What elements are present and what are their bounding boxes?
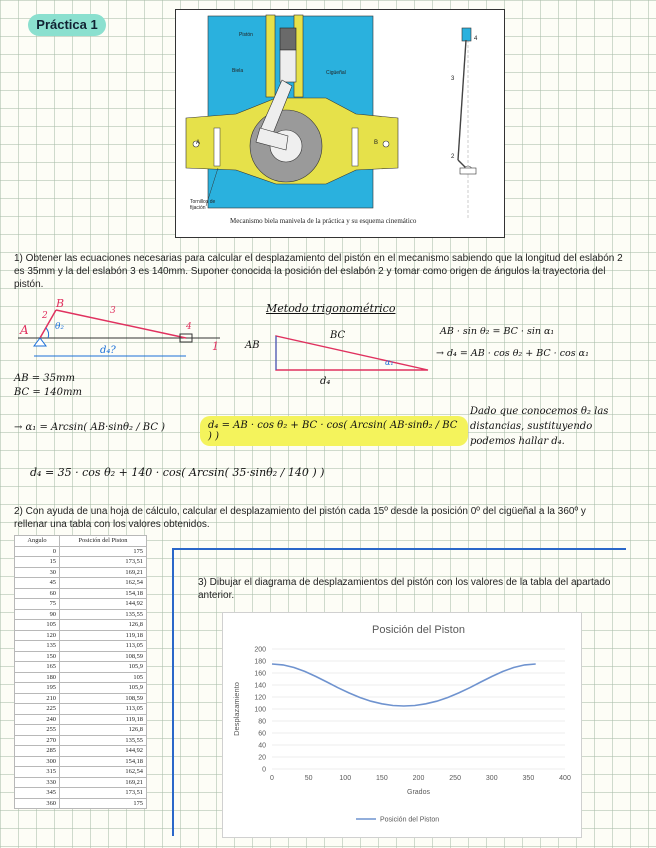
divider-line-v xyxy=(172,548,174,836)
table-cell-angle: 120 xyxy=(15,630,60,641)
eq-d4-system: → d₄ = AB · cos θ₂ + BC · cos α₁ xyxy=(436,348,589,359)
table-cell-position: 105,9 xyxy=(60,662,147,673)
table-cell-position: 135,55 xyxy=(60,609,147,620)
table-cell-angle: 60 xyxy=(15,588,60,599)
sketch-alpha: α₁ xyxy=(385,358,394,367)
table-row xyxy=(15,662,147,673)
chart-legend-label: Posición del Piston xyxy=(380,816,440,824)
table-cell-angle: 0 xyxy=(15,546,60,557)
table-cell-angle: 225 xyxy=(15,704,60,715)
sketch-ab: AB xyxy=(245,340,260,351)
table-row xyxy=(15,683,147,694)
table-cell-position: 119,18 xyxy=(60,714,147,725)
table-cell-position: 175 xyxy=(60,798,147,809)
chart-title: Posición del Piston xyxy=(372,624,465,636)
table-row xyxy=(15,620,147,631)
table-row xyxy=(15,788,147,799)
label-biela: Biela xyxy=(232,68,244,74)
table-cell-angle: 270 xyxy=(15,735,60,746)
table-cell-angle: 240 xyxy=(15,714,60,725)
chart-y-tick-label: 120 xyxy=(254,694,266,702)
data-table xyxy=(14,535,147,809)
figure-caption: Mecanismo biela manivela de la práctica y su esquema cinemático xyxy=(230,217,417,225)
chart-y-tick-label: 160 xyxy=(254,670,266,678)
table-cell-angle: 195 xyxy=(15,683,60,694)
table-header-angle: Angulo xyxy=(15,536,60,547)
eq-final: d₄ = 35 · cos θ₂ + 140 · cos( Arcsin( 35·sinθ₂ / 140 ) ) xyxy=(30,466,325,479)
sketch-d4q: d₄? xyxy=(100,345,116,356)
divider-line-h xyxy=(172,548,626,550)
sketch-a: A xyxy=(20,323,29,337)
chart-y-tick-label: 20 xyxy=(258,754,266,762)
table-cell-position: 169,21 xyxy=(60,567,147,578)
table-cell-angle: 210 xyxy=(15,693,60,704)
table-cell-angle: 285 xyxy=(15,746,60,757)
sketch-n2: 2 xyxy=(42,311,48,321)
table-cell-position: 173,51 xyxy=(60,788,147,799)
label-piston: Pistón xyxy=(239,32,253,38)
chart-x-tick-label: 200 xyxy=(412,775,425,782)
sketch-bc: BC xyxy=(330,330,346,341)
table-row xyxy=(15,578,147,589)
table-cell-position: 108,59 xyxy=(60,693,147,704)
question-3: 3) Dibujar el diagrama de desplazamientos del pistón con los valores de la tabla del apartado anterior. xyxy=(198,577,611,601)
eq-alpha: → α₁ = Arcsin( AB·sinθ₂ / BC ) xyxy=(14,422,166,433)
chart-y-tick-label: 40 xyxy=(258,742,266,750)
table-cell-angle: 330 xyxy=(15,777,60,788)
table-cell-position: 144,92 xyxy=(60,599,147,610)
eq-bc-value: BC = 140mm xyxy=(14,387,82,398)
chart-container xyxy=(222,612,582,838)
table-row xyxy=(15,798,147,809)
table-cell-angle: 45 xyxy=(15,578,60,589)
chart-x-tick-label: 300 xyxy=(485,775,498,782)
table-row xyxy=(15,672,147,683)
table-cell-angle: 30 xyxy=(15,567,60,578)
eq-ab-value: AB = 35mm xyxy=(14,373,75,384)
table-cell-angle: 180 xyxy=(15,672,60,683)
sketch-theta: θ₂ xyxy=(55,322,65,332)
schema-label-2: 2 xyxy=(451,154,455,160)
table-cell-position: 175 xyxy=(60,546,147,557)
table-row xyxy=(15,567,147,578)
chart-y-tick-label: 60 xyxy=(258,730,266,738)
table-cell-angle: 105 xyxy=(15,620,60,631)
table-row xyxy=(15,746,147,757)
chart-x-tick-label: 50 xyxy=(304,775,313,782)
table-row xyxy=(15,546,147,557)
table-cell-position: 126,8 xyxy=(60,725,147,736)
table-cell-position: 105,9 xyxy=(60,683,147,694)
eq-comment: Dado que conocemos θ₂ las distancias, sustituyendo podemos hallar d₄. xyxy=(470,406,609,447)
table-row xyxy=(15,714,147,725)
table-cell-angle: 75 xyxy=(15,599,60,610)
table-cell-angle: 300 xyxy=(15,756,60,767)
sketch-mechanism xyxy=(10,296,236,364)
table-cell-angle: 360 xyxy=(15,798,60,809)
chart-y-tick-label: 140 xyxy=(254,682,266,690)
mechanism-figure xyxy=(175,9,505,238)
table-cell-position: 173,51 xyxy=(60,557,147,568)
table-cell-position: 154,18 xyxy=(60,588,147,599)
table-cell-angle: 345 xyxy=(15,788,60,799)
table-row xyxy=(15,651,147,662)
eq-ab-sin: AB · sin θ₂ = BC · sin α₁ xyxy=(440,326,555,337)
label-b: B xyxy=(374,140,379,146)
table-cell-position: 126,8 xyxy=(60,620,147,631)
schema-label-4: 4 xyxy=(474,36,478,42)
table-cell-position: 113,05 xyxy=(60,704,147,715)
table-row xyxy=(15,609,147,620)
label-ciguenal: Cigüeñal xyxy=(326,70,346,76)
chart-y-tick-label: 200 xyxy=(254,646,266,654)
chart-x-tick-label: 350 xyxy=(522,775,535,782)
table-row xyxy=(15,630,147,641)
table-row xyxy=(15,599,147,610)
chart-x-tick-label: 0 xyxy=(270,775,274,782)
table-cell-angle: 90 xyxy=(15,609,60,620)
chart-x-tick-label: 150 xyxy=(376,775,388,782)
chart-y-tick-label: 100 xyxy=(254,706,266,714)
chart-y-tick-label: 80 xyxy=(258,718,266,726)
question-1: 1) Obtener las ecuaciones necesarias para calcular el desplazamiento del pistón en el mecanismo sabiendo que la longitud del eslabón 2 es 35mm y la del eslabón 3 es 140mm. Suponer conocida la posición del eslabón 2 y tomar como origen de ángulos la trayectoria del pistón. xyxy=(14,253,623,290)
chart-y-tick-label: 0 xyxy=(262,766,266,774)
chart-svg xyxy=(223,613,581,837)
sketch-n4: 4 xyxy=(186,322,192,332)
title-badge: Práctica 1 xyxy=(28,14,106,36)
chart-y-tick-label: 180 xyxy=(254,658,266,666)
sketch-d4: d₄ xyxy=(320,376,331,387)
table-header-position: Posición del Piston xyxy=(60,536,147,547)
method-title: Metodo trigonométrico xyxy=(266,302,396,315)
schema-label-3: 3 xyxy=(451,76,455,82)
chart-x-tick-label: 400 xyxy=(559,775,571,782)
table-cell-position: 169,21 xyxy=(60,777,147,788)
table-row xyxy=(15,557,147,568)
table-row xyxy=(15,767,147,778)
table-row xyxy=(15,704,147,715)
table-row xyxy=(15,725,147,736)
chart-y-label: Desplazamiento xyxy=(232,682,241,736)
table-row xyxy=(15,756,147,767)
question-2: 2) Con ayuda de una hoja de cálculo, calcular el desplazamiento del pistón cada 15º desde la posición 0º del cigüeñal a la 360º y rellenar una tabla con los valores obtenidos. xyxy=(14,506,586,530)
table-cell-angle: 255 xyxy=(15,725,60,736)
table-cell-position: 162,54 xyxy=(60,578,147,589)
table-row xyxy=(15,735,147,746)
eq-d4-highlight: d₄ = AB · cos θ₂ + BC · cos( Arcsin( AB·sinθ₂ / BC ) ) xyxy=(200,416,468,446)
sketch-n3: 3 xyxy=(110,306,116,316)
sketch-b: B xyxy=(56,297,65,310)
table-cell-position: 154,18 xyxy=(60,756,147,767)
table-cell-position: 135,55 xyxy=(60,735,147,746)
table-row xyxy=(15,777,147,788)
table-row xyxy=(15,641,147,652)
label-a: A xyxy=(196,140,201,146)
table-cell-position: 144,92 xyxy=(60,746,147,757)
table-cell-position: 162,54 xyxy=(60,767,147,778)
table-cell-position: 113,05 xyxy=(60,641,147,652)
table-row xyxy=(15,588,147,599)
label-tornillos: Tornillos de fijación xyxy=(190,199,216,211)
table-cell-position: 105 xyxy=(60,672,147,683)
table-cell-angle: 315 xyxy=(15,767,60,778)
table-cell-angle: 150 xyxy=(15,651,60,662)
chart-x-tick-label: 100 xyxy=(339,775,352,782)
mechanism-drawing xyxy=(176,10,504,237)
sketch-n1: 1 xyxy=(212,340,219,353)
table-row xyxy=(15,693,147,704)
table-cell-position: 108,59 xyxy=(60,651,147,662)
chart-x-label: Grados xyxy=(407,789,430,796)
table-cell-angle: 165 xyxy=(15,662,60,673)
table-cell-position: 119,18 xyxy=(60,630,147,641)
chart-x-tick-label: 250 xyxy=(449,775,461,782)
table-cell-angle: 15 xyxy=(15,557,60,568)
table-cell-angle: 135 xyxy=(15,641,60,652)
